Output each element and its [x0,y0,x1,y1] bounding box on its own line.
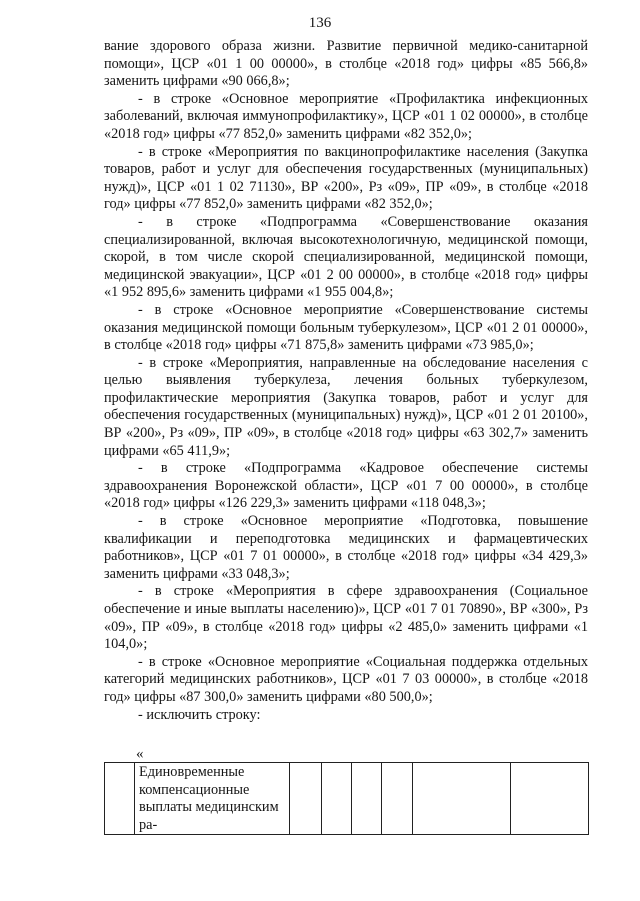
table-cell-name [135,763,290,835]
page-number: 136 [308,15,332,31]
paragraph: - в строке «Основное мероприятие «Социальная поддержка отдельных категорий медицинских работников», ЦСР «01 7 03 00000», в столбце «2018 год» цифры «87 300,0» заменить цифрами «80 500,0»; [104,653,588,705]
paragraph: - в строке «Основное мероприятие «Подготовка, повышение квалификации и переподготовка медицинских и фармацевтических работников», ЦСР «01 7 01 00000», в столбце «2018 год» цифры «34 429,3» заменить цифрами «33 048,3»; [104,513,588,582]
paragraph: - в строке «Подпрограмма «Совершенствование оказания специализированной, включая высокотехнологичную, медицинской помощи, скорой, в том числе скорой специализированной, медицинской помощи, медицинской эвакуации», ЦСР «01 2 00 00000», в столбце «2018 год» цифры «1 952 895,6» заменить цифрами «1 955 004,8»; [104,213,588,301]
opening-quote: « [136,746,144,762]
paragraph: - в строке «Мероприятия в сфере здравоохранения (Социальное обеспечение и иные выплаты населению)», ЦСР «01 7 01 70890», ВР «300», Рз «09», ПР «09», в столбце «2018 год» цифры «2 485,0» заменить цифрами «1 104,0»; [104,583,588,653]
paragraph: - в строке «Мероприятия, направленные на обследование населения с целью выявления туберкулеза, лечения больных туберкулезом, профилактические мероприятия (Закупка товаров, работ и услуг для обеспечения государственных (муниципальных) нужд)», ЦСР «01 2 01 20100», ВР «200», Рз «09», ПР «09», в столбце «2018 год» цифры «63 302,7» заменить цифрами «65 411,9»; [104,354,588,459]
table-row [105,763,589,835]
paragraph: - в строке «Основное мероприятие «Профилактика инфекционных заболеваний, включая иммунопрофилактику», ЦСР «01 1 02 00000», в столбце «2018 год» цифры «77 852,0» заменить цифрами «82 352,0»; [104,90,588,142]
table-cell [382,763,413,835]
table-cell [511,763,589,835]
paragraph: - в строке «Мероприятия по вакцинопрофилактике населения (Закупка товаров, работ и услуг для обеспечения государственных (муниципальных) нужд)», ЦСР «01 1 02 71130», ВР «200», Рз «09», ПР «09», в столбце «2018 год» цифры «77 852,0» заменить цифрами «82 352,0»; [104,143,588,213]
table-cell-number [105,763,135,835]
paragraph: - в строке «Основное мероприятие «Совершенствование системы оказания медицинской помощи больным туберкулезом», ЦСР «01 2 01 00000», в столбце «2018 год» цифры «71 875,8» заменить цифрами «73 985,0»; [104,301,588,354]
table-cell [413,763,511,835]
table-cell [352,763,382,835]
table-cell-text: Единовременные компенсационные выплаты медицинским ра- [139,764,279,833]
paragraph: вание здорового образа жизни. Развитие первичной медико-санитарной помощи», ЦСР «01 1 00 00000», в столбце «2018 год» цифры «85 566,8» заменить цифрами «90 066,8»; [104,38,588,90]
body-text [104,38,588,724]
paragraph: - в строке «Подпрограмма «Кадровое обеспечение системы здравоохранения Воронежской области», ЦСР «01 7 00 00000», в столбце «2018 год» цифры «126 229,3» заменить цифрами «118 048,3»; [104,460,588,512]
excluded-row-table [104,762,589,835]
table-cell [290,763,322,835]
paragraph: - исключить строку: [138,706,261,723]
table-cell [322,763,352,835]
